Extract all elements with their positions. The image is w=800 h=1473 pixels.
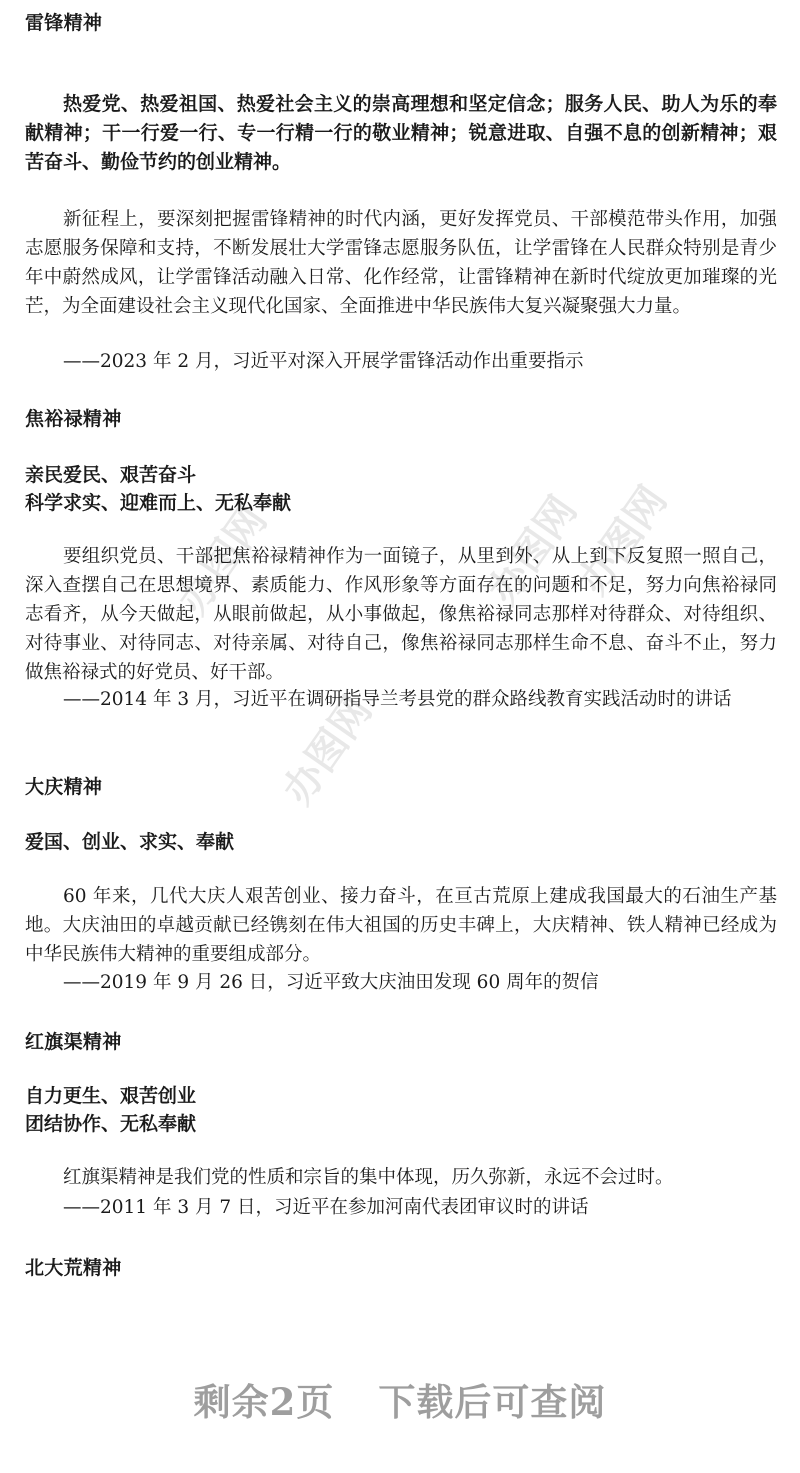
watermark: 办图网 <box>569 478 677 603</box>
section-summary-line: 亲民爱民、艰苦奋斗 <box>25 464 197 486</box>
section-title-daqing: 大庆精神 <box>25 776 103 798</box>
section-quote-hongqiqu: 红旗渠精神是我们党的性质和宗旨的集中体现，历久弥新，永远不会过时。 <box>63 1167 674 1188</box>
section-summary-line: 团结协作、无私奉献 <box>25 1113 197 1135</box>
section-source-daqing: ——2019 年 9 月 26 日，习近平致大庆油田发现 60 周年的贺信 <box>63 972 599 993</box>
section-quote-daqing: 60 年来，几代大庆人艰苦创业、接力奋斗，在亘古荒原上建成我国最大的石油生产基地。大庆油田的卓越贡献已经镌刻在伟大祖国的历史丰碑上，大庆精神、铁人精神已经成为中华民族伟大精神的重要组成部分。 <box>25 886 777 965</box>
section-summary-line: 科学求实、迎难而上、无私奉献 <box>25 492 292 514</box>
section-title-jiaoyulu: 焦裕禄精神 <box>25 408 122 430</box>
section-summary-line: 自力更生、艰苦创业 <box>25 1085 197 1107</box>
remaining-pages-label: 剩余2页 <box>193 1380 335 1424</box>
watermark: 办图网 <box>479 488 587 613</box>
section-quote-leifeng: 新征程上，要深刻把握雷锋精神的时代内涵，更好发挥党员、干部模范带头作用，加强志愿服务保障和支持，不断发展壮大学雷锋志愿服务队伍，让学雷锋在人民群众特别是青少年中蔚然成风，让学雷锋活动融入日常、化作经常，让雷锋精神在新时代绽放更加璀璨的光芒，为全面建设社会主义现代化国家、全面推进中华民族伟大复兴凝聚强大力量。 <box>25 209 777 317</box>
section-source-leifeng: ——2023 年 2 月，习近平对深入开展学雷锋活动作出重要指示 <box>63 351 584 372</box>
section-title-leifeng: 雷锋精神 <box>25 12 103 34</box>
section-summary-leifeng: 热爱党、热爱祖国、热爱社会主义的崇高理想和坚定信念；服务人民、助人为乐的奉献精神；干一行爱一行、专一行精一行的敬业精神；锐意进取、自强不息的创新精神；艰苦奋斗、勤俭节约的创业精神。 <box>25 93 777 173</box>
watermark: 办图网 <box>274 688 382 813</box>
section-quote-jiaoyulu: 要组织党员、干部把焦裕禄精神作为一面镜子，从里到外、从上到下反复照一照自己，深入查摆自己在思想境界、素质能力、作风形象等方面存在的问题和不足，努力向焦裕禄同志看齐，从今天做起，从眼前做起，从小事做起，像焦裕禄同志那样对待群众、对待组织、对待事业、对待同志、对待亲属、对待自己，像焦裕禄同志那样生命不息、奋斗不止，努力做焦裕禄式的好党员、好干部。 <box>25 546 777 683</box>
section-title-hongqiqu: 红旗渠精神 <box>25 1031 122 1053</box>
download-banner[interactable] <box>0 1372 800 1426</box>
section-summary-daqing: 爱国、创业、求实、奉献 <box>25 831 235 853</box>
download-to-view-label[interactable]: 下载后可查阅 <box>378 1380 607 1424</box>
section-source-hongqiqu: ——2011 年 3 月 7 日，习近平在参加河南代表团审议时的讲话 <box>63 1197 589 1218</box>
watermark: 办图网 <box>169 498 277 623</box>
section-source-jiaoyulu: ——2014 年 3 月，习近平在调研指导兰考县党的群众路线教育实践活动时的讲话 <box>63 689 732 710</box>
section-title-beidahuang: 北大荒精神 <box>25 1257 122 1279</box>
